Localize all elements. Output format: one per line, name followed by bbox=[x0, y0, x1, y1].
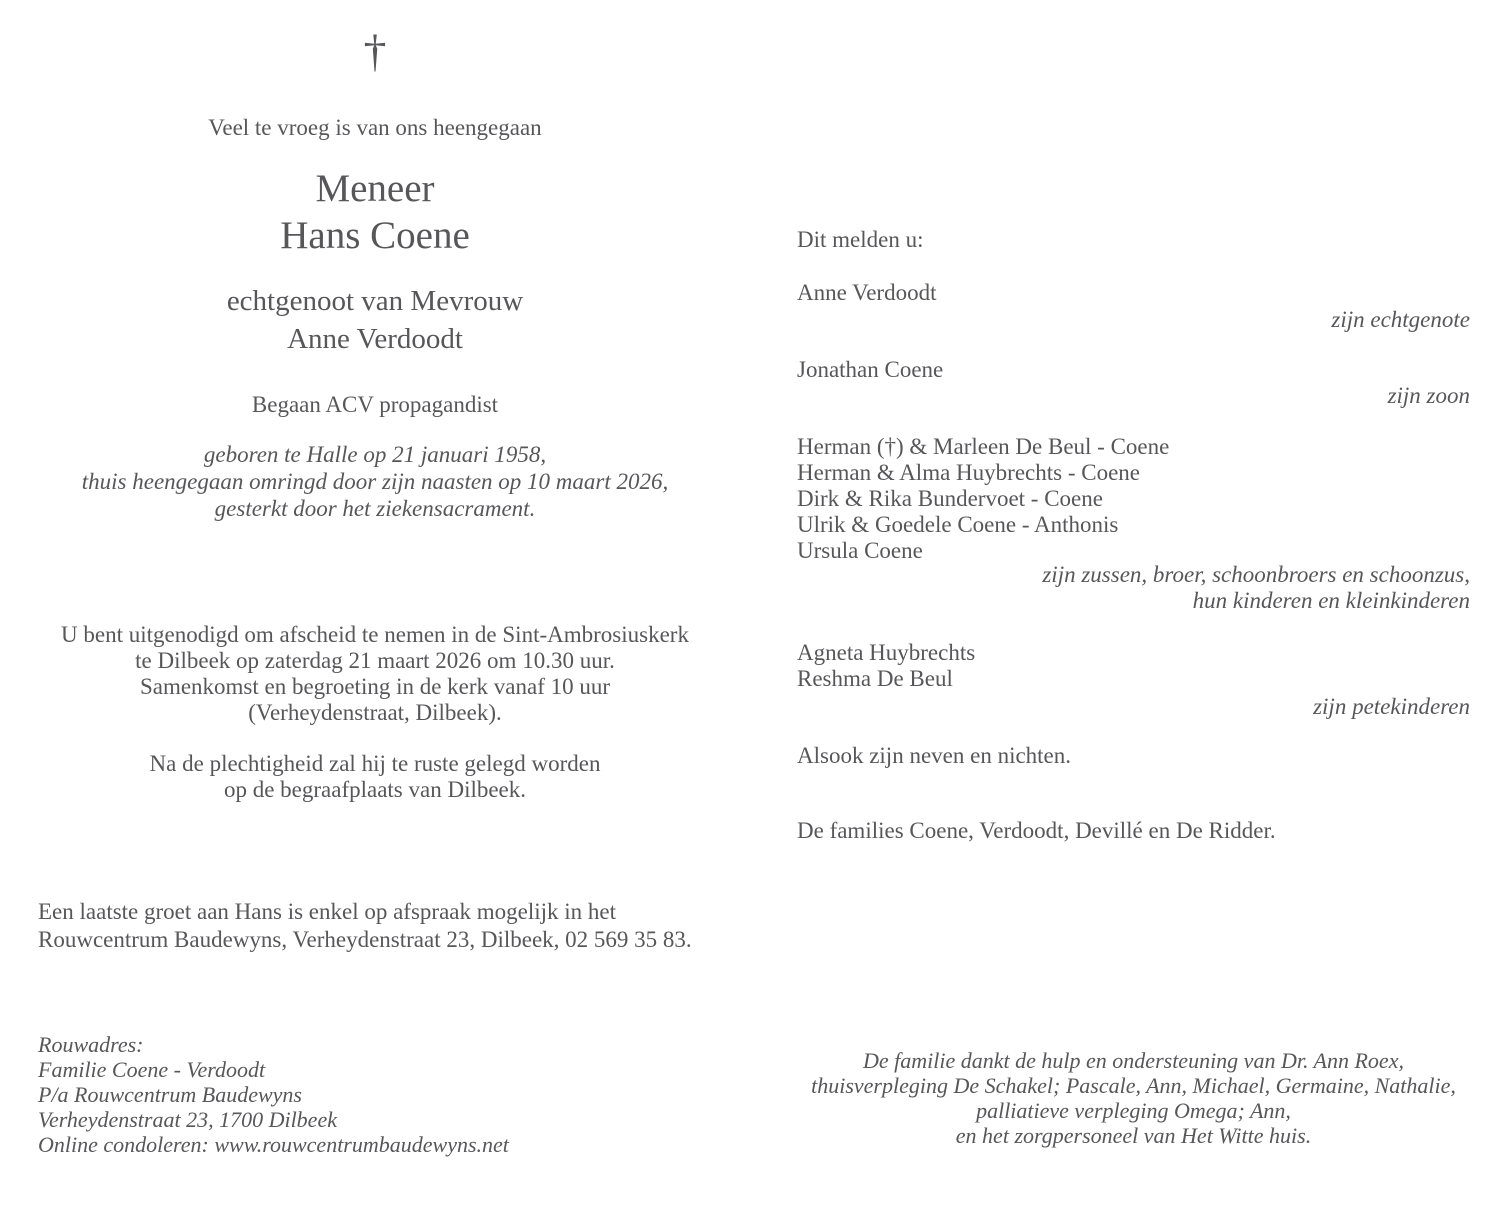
spouse-intro: echtgenoot van Mevrouw bbox=[226, 285, 524, 317]
deceased-salutation: Meneer bbox=[315, 167, 435, 210]
mourning-address-family: Familie Coene - Verdoodt bbox=[38, 1057, 266, 1082]
relative-name: Anne Verdoodt bbox=[797, 280, 937, 305]
relative-name: Agneta Huybrechts bbox=[797, 640, 976, 665]
ceremony-line: te Dilbeek op zaterdag 21 maart 2026 om 10.30 uur. bbox=[135, 648, 615, 673]
relative-group-names bbox=[797, 280, 1470, 306]
spouse-block bbox=[40, 282, 710, 358]
mourning-address-block bbox=[38, 1032, 658, 1157]
last-greeting-line: Rouwcentrum Baudewyns, Verheydenstraat 23, Dilbeek, 02 569 35 83. bbox=[38, 927, 692, 952]
relative-group-relation bbox=[797, 694, 1470, 720]
cross-icon: † bbox=[363, 25, 387, 76]
thanks-line: thuisverpleging De Schakel; Pascale, Ann, Michael, Germaine, Nathalie, bbox=[811, 1073, 1456, 1098]
relative-name: Dirk & Rika Bundervoet - Coene bbox=[797, 486, 1103, 511]
thanks-block bbox=[797, 1048, 1470, 1148]
relation-label: zijn petekinderen bbox=[1313, 694, 1470, 719]
relative-group-relation bbox=[797, 307, 1470, 333]
thanks-line: De familie dankt de hulp en ondersteuning van Dr. Ann Roex, bbox=[863, 1048, 1404, 1073]
deceased-name: Hans Coene bbox=[280, 214, 470, 257]
last-greeting-line: Een laatste groet aan Hans is enkel op afspraak mogelijk in het bbox=[38, 899, 616, 924]
burial-line: Na de plechtigheid zal hij te ruste gelegd worden bbox=[149, 751, 601, 776]
relation-label: hun kinderen en kleinkinderen bbox=[1192, 588, 1470, 613]
mourning-address-center: P/a Rouwcentrum Baudewyns bbox=[38, 1082, 302, 1107]
relation-label: zijn zussen, broer, schoonbroers en schoonzus, bbox=[1042, 562, 1470, 587]
spouse-name: Anne Verdoodt bbox=[287, 323, 463, 355]
relative-group-relation bbox=[797, 383, 1470, 409]
thanks-line: en het zorgpersoneel van Het Witte huis. bbox=[955, 1123, 1312, 1148]
mourning-address-condolence-url: Online condoleren: www.rouwcentrumbaudewyns.net bbox=[38, 1132, 509, 1157]
relative-group-names bbox=[797, 434, 1470, 564]
families-line: De families Coene, Verdoodt, Devillé en De Ridder. bbox=[797, 818, 1276, 843]
birth-line: geboren te Halle op 21 januari 1958, bbox=[203, 442, 547, 467]
relative-group-relation bbox=[797, 562, 1470, 614]
ceremony-line: Samenkomst en begroeting in de kerk vanaf 10 uur bbox=[139, 674, 611, 699]
profession-line: Begaan ACV propagandist bbox=[251, 392, 499, 417]
relative-name: Ursula Coene bbox=[797, 538, 923, 563]
ceremony-line: (Verheydenstraat, Dilbeek). bbox=[248, 700, 502, 725]
sacrament-line: gesterkt door het ziekensacrament. bbox=[214, 496, 536, 521]
intro-line: Veel te vroeg is van ons heengegaan bbox=[208, 115, 542, 140]
relative-name: Ulrik & Goedele Coene - Anthonis bbox=[797, 512, 1119, 537]
death-line: thuis heengegaan omringd door zijn naasten op 10 maart 2026, bbox=[81, 469, 669, 494]
burial-block bbox=[40, 751, 710, 803]
ceremony-block bbox=[40, 622, 710, 726]
relative-name: Herman (†) & Marleen De Beul - Coene bbox=[797, 434, 1170, 459]
relative-group-names bbox=[797, 640, 1470, 692]
relative-name: Reshma De Beul bbox=[797, 666, 953, 691]
relative-group-names bbox=[797, 357, 1470, 383]
last-greeting-block bbox=[38, 898, 738, 954]
relation-label: zijn zoon bbox=[1387, 383, 1470, 408]
mourning-address-label: Rouwadres: bbox=[38, 1032, 144, 1057]
relation-label: zijn echtgenote bbox=[1331, 307, 1470, 332]
also-relatives-line: Alsook zijn neven en nichten. bbox=[797, 743, 1072, 768]
relative-name: Herman & Alma Huybrechts - Coene bbox=[797, 460, 1140, 485]
thanks-line: palliatieve verpleging Omega; Ann, bbox=[976, 1098, 1291, 1123]
burial-line: op de begraafplaats van Dilbeek. bbox=[223, 777, 527, 802]
mourning-address-street: Verheydenstraat 23, 1700 Dilbeek bbox=[38, 1107, 337, 1132]
announced-by-label: Dit melden u: bbox=[797, 227, 924, 252]
life-dates-block bbox=[40, 441, 710, 522]
deceased-title bbox=[40, 165, 710, 259]
ceremony-line: U bent uitgenodigd om afscheid te nemen in de Sint-Ambrosiuskerk bbox=[61, 622, 689, 647]
relative-name: Jonathan Coene bbox=[797, 357, 944, 382]
